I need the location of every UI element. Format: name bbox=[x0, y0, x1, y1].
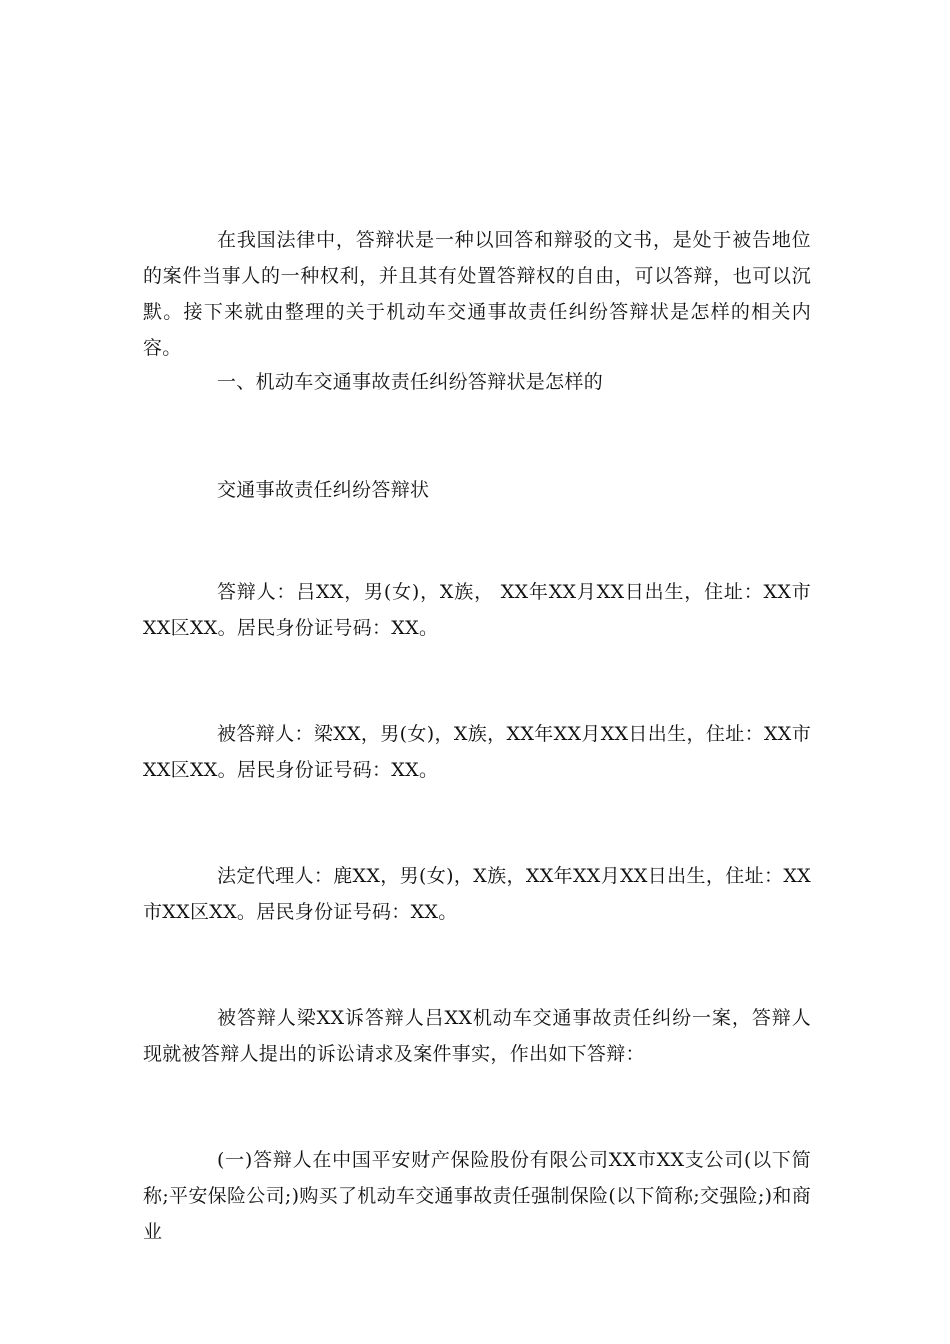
respondent-info: 答辩人：吕XX，男(女)，X族， XX年XX月XX日出生，住址：XX市XX区XX。居民身份证号码：XX。 bbox=[143, 581, 811, 639]
defense-statement: 被答辩人梁XX诉答辩人吕XX机动车交通事故责任纠纷一案，答辩人现就被答辩人提出的诉讼请求及案件事实，作出如下答辩： bbox=[143, 1007, 811, 1065]
intro-paragraph: 在我国法律中，答辩状是一种以回答和辩驳的文书，是处于被告地位的案件当事人的一种权利，并且其有处置答辩权的自由，可以答辩，也可以沉默。接下来就由整理的关于机动车交通事故责任纠纷答辩状是怎样的相关内容。 bbox=[143, 229, 811, 359]
plaintiff-info: 被答辩人：梁XX，男(女)，X族，XX年XX月XX日出生，住址：XX市XX区XX。居民身份证号码：XX。 bbox=[143, 723, 811, 781]
legal-representative-info: 法定代理人：鹿XX，男(女)，X族，XX年XX月XX日出生，住址：XX市XX区XX。居民身份证号码：XX。 bbox=[143, 865, 811, 923]
document-title: 交通事故责任纠纷答辩状 bbox=[217, 479, 430, 501]
section-heading: 一、机动车交通事故责任纠纷答辩状是怎样的 bbox=[217, 371, 604, 393]
defense-point-one: (一)答辩人在中国平安财产保险股份有限公司XX市XX支公司(以下简称;平安保险公司;)购买了机动车交通事故责任强制保险(以下简称;交强险;)和商业 bbox=[143, 1149, 811, 1243]
